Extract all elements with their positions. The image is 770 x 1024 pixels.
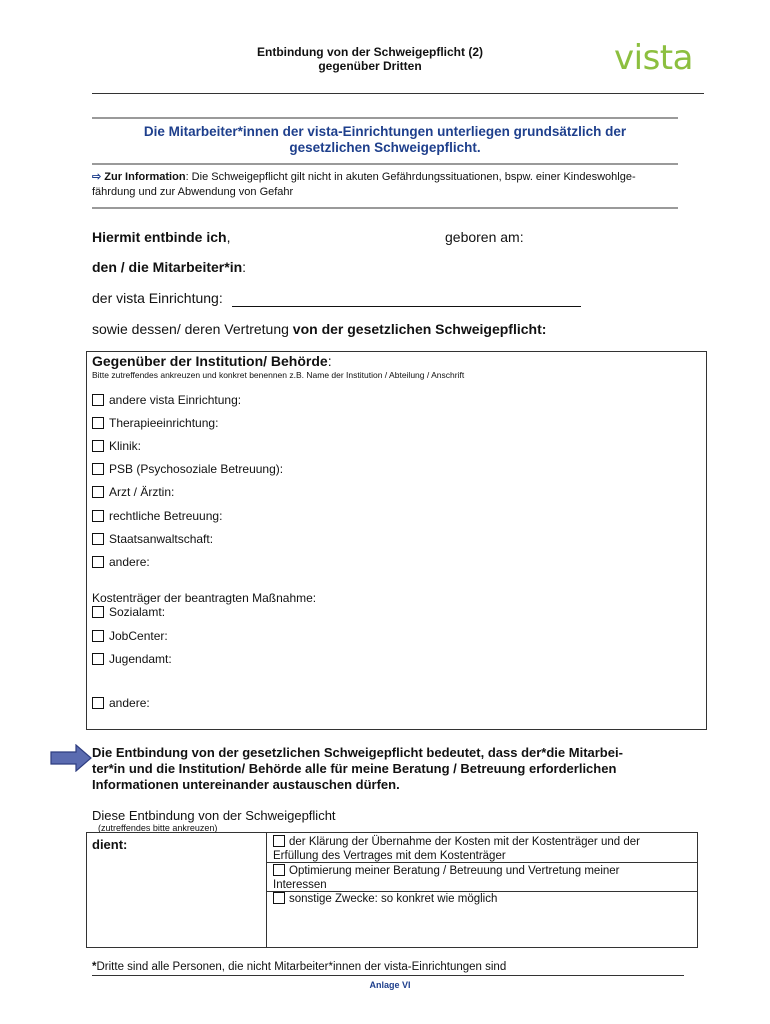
purpose-option-kosten[interactable] — [273, 835, 695, 863]
checkbox[interactable] — [92, 486, 104, 498]
option-label: der Klärung der Übernahme der Kosten mit der Kostenträger und der — [289, 836, 640, 848]
checkbox[interactable] — [92, 630, 104, 642]
option-therapieeinrichtung[interactable] — [92, 416, 218, 430]
hiermit-comma: , — [226, 229, 231, 245]
dient-label: dient: — [92, 837, 128, 852]
option-label: Arzt / Ärztin: — [109, 485, 175, 499]
purpose-intro: Diese Entbindung von der Schweigepflicht — [92, 808, 336, 823]
info-text: : Die Schweigepflicht gilt nicht in akuten Gefährdungssituationen, bspw. einer Kindeswohlge- — [185, 171, 636, 183]
option-label: Staatsanwaltschaft: — [109, 532, 214, 546]
hiermit-label — [92, 229, 230, 246]
option-label: Therapieeinrichtung: — [109, 416, 219, 430]
option-label: Sozialamt: — [109, 605, 166, 619]
option-label: Klinik: — [109, 439, 142, 453]
option-andere[interactable] — [92, 555, 150, 569]
title-line-1: Entbindung von der Schweigepflicht (2) — [256, 45, 483, 59]
intro-mid-rule — [92, 163, 678, 165]
checkbox[interactable] — [273, 835, 285, 847]
purpose-option-optimierung[interactable] — [273, 864, 695, 892]
mitarbeiter-text: den / die Mitarbeiter*in — [92, 259, 243, 275]
option-label-cont: Interessen — [273, 879, 327, 891]
info-note — [92, 170, 678, 200]
vertretung-label — [92, 321, 546, 338]
intro-bottom-rule — [92, 207, 678, 209]
hiermit-text: Hiermit entbinde ich — [92, 229, 227, 245]
option-rechtliche-betreuung[interactable] — [92, 509, 222, 523]
option-arzt[interactable] — [92, 485, 174, 499]
option-psb[interactable] — [92, 462, 283, 476]
einrichtung-label: der vista Einrichtung: — [92, 290, 223, 306]
info-label: Zur Information — [104, 171, 186, 183]
footnote-text: Dritte sind alle Personen, die nicht Mitarbeiter*innen der vista-Einrichtungen sind — [96, 961, 507, 973]
option-sozialamt[interactable] — [92, 605, 165, 619]
mitarbeiter-label — [92, 259, 246, 276]
checkbox[interactable] — [92, 417, 104, 429]
institution-heading — [92, 353, 332, 370]
option-label: JobCenter: — [109, 629, 168, 643]
footnote-asterisk: * — [92, 961, 97, 973]
option-label: andere: — [109, 555, 150, 569]
option-andere-kosten[interactable] — [92, 696, 150, 710]
header-rule — [92, 93, 704, 94]
entbindung-statement — [92, 745, 702, 793]
info-text-2: fährdung und zur Abwendung von Gefahr — [92, 186, 294, 198]
option-label: Jugendamt: — [109, 652, 172, 666]
checkbox[interactable] — [92, 533, 104, 545]
purpose-option-sonstige[interactable] — [273, 892, 695, 906]
arrow-right-icon: ⇨ — [92, 171, 102, 183]
statement-line-3: Informationen untereinander austauschen dürfen. — [92, 777, 400, 792]
institution-instructions: Bitte zutreffendes ankreuzen und konkret benennen z.B. Name der Institution / Abteilung / Anschrift — [92, 370, 465, 380]
option-label: andere vista Einrichtung: — [109, 393, 242, 407]
option-label: PSB (Psychosoziale Betreuung): — [109, 462, 284, 476]
arrow-right-icon — [50, 744, 92, 772]
mitarbeiter-colon: : — [242, 259, 247, 275]
geboren-label: geboren am: — [445, 229, 524, 245]
checkbox[interactable] — [92, 653, 104, 665]
footnote — [92, 961, 506, 974]
footer-rule — [92, 975, 684, 976]
statement-line-2: ter*in und die Institution/ Behörde alle für meine Beratung / Betreuung erforderlichen — [92, 761, 617, 776]
option-klinik[interactable] — [92, 439, 141, 453]
institution-heading-colon: : — [327, 353, 332, 369]
checkbox[interactable] — [92, 606, 104, 618]
institution-heading-text: Gegenüber der Institution/ Behörde — [92, 353, 328, 369]
table-divider — [266, 832, 267, 948]
intro-statement — [92, 124, 678, 156]
document-title — [200, 45, 540, 73]
checkbox[interactable] — [92, 440, 104, 452]
option-label-cont: Erfüllung des Vertrages mit dem Kostenträger — [273, 850, 506, 862]
checkbox[interactable] — [92, 510, 104, 522]
vertretung-bold: von der gesetzlichen Schweigepflicht: — [292, 321, 547, 337]
checkbox[interactable] — [92, 394, 104, 406]
option-label: andere: — [109, 696, 150, 710]
kostentraeger-label: Kostenträger der beantragten Maßnahme: — [92, 591, 317, 605]
option-label: rechtliche Betreuung: — [109, 509, 223, 523]
table-row-divider — [266, 862, 698, 863]
checkbox[interactable] — [92, 463, 104, 475]
einrichtung-field[interactable] — [232, 306, 581, 307]
vista-logo: vista — [614, 38, 693, 78]
option-label: Optimierung meiner Beratung / Betreuung und Vertretung meiner — [289, 865, 620, 877]
checkbox[interactable] — [92, 697, 104, 709]
vertretung-prefix: sowie dessen/ deren Vertretung — [92, 321, 293, 337]
checkbox[interactable] — [273, 864, 285, 876]
option-label: sonstige Zwecke: so konkret wie möglich — [289, 893, 498, 905]
option-staatsanwaltschaft[interactable] — [92, 532, 213, 546]
option-andere-vista[interactable] — [92, 393, 241, 407]
option-jobcenter[interactable] — [92, 629, 168, 643]
intro-line-2: gesetzlichen Schweigepflicht. — [289, 140, 481, 155]
purpose-instructions: (zutreffendes bitte ankreuzen) — [98, 823, 218, 833]
statement-line-1: Die Entbindung von der gesetzlichen Schweigepflicht bedeutet, dass der*die Mitarbei- — [92, 745, 623, 760]
title-line-2: gegenüber Dritten — [318, 59, 422, 73]
checkbox[interactable] — [92, 556, 104, 568]
anlage-label: Anlage VI — [369, 980, 411, 990]
checkbox[interactable] — [273, 892, 285, 904]
intro-top-rule — [92, 117, 678, 119]
option-jugendamt[interactable] — [92, 652, 172, 666]
intro-line-1: Die Mitarbeiter*innen der vista-Einrichtungen unterliegen grundsätzlich der — [143, 124, 627, 139]
